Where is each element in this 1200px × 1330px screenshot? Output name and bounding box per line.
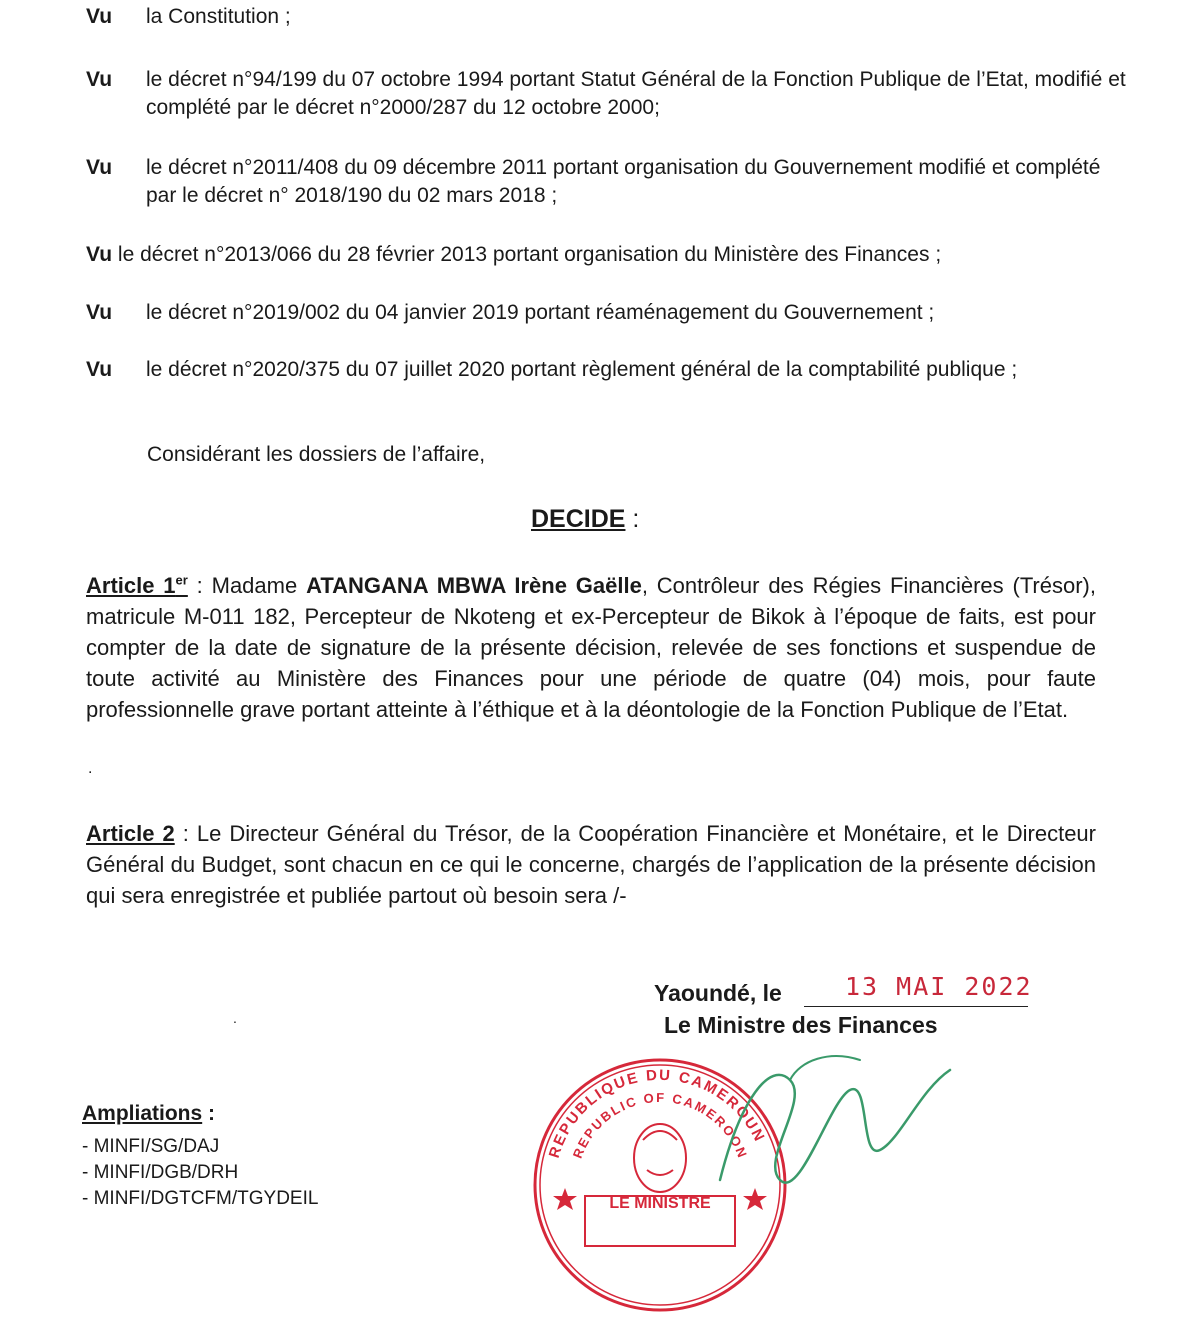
article-colon: : [187, 573, 212, 598]
ampliations-colon: : [202, 1102, 216, 1125]
decide-colon: : [625, 505, 640, 533]
vu-text: le décret n°2019/002 du 04 janvier 2019 portant réaménagement du Gouvernement ; [146, 301, 935, 324]
decide-heading [531, 505, 639, 534]
article-2 [86, 818, 1096, 911]
list-item: - MINFI/DGTCFM/TGYDEIL [82, 1188, 319, 1209]
article-1 [86, 570, 1096, 725]
seal-outer-text: REPUBLIQUE DU CAMEROUN [545, 1066, 769, 1161]
article-sup: er [175, 572, 188, 588]
date-stamp: 13 MAI 2022 [845, 972, 1033, 1001]
person-name: ATANGANA MBWA Irène Gaëlle [306, 573, 642, 598]
signature-place: Yaoundé, le [654, 980, 782, 1006]
article-text: Le Directeur Général du Trésor, de la Coopération Financière et Monétaire, et le Directeur Général du Budget, sont chacun en ce qui le concerne, chargés de l’application de la présente décision qui sera enregistrée et publiée partout où besoin sera /- [86, 821, 1096, 908]
date-line [804, 1006, 1028, 1007]
vu-text: le décret n°2011/408 du 09 décembre 2011 portant organisation du Gouvernement modifié et complété par le décret n° 2018/190 du 02 mars 2018 ; [146, 156, 1101, 207]
article-label: Article 2 [86, 821, 175, 846]
vu-text: le décret n°94/199 du 07 octobre 1994 portant Statut Général de la Fonction Publique de l’Etat, modifié et complété par le décret n°2000/287 du 12 octobre 2000; [146, 68, 1126, 119]
stray-mark: . [233, 1010, 237, 1026]
vu-label: Vu [86, 156, 113, 179]
article-colon: : [174, 821, 197, 846]
article-intro: Madame [211, 573, 307, 598]
vu-text: le décret n°2020/375 du 07 juillet 2020 portant règlement général de la comptabilité publique ; [146, 358, 1018, 381]
vu-label: Vu [86, 358, 113, 381]
signatory-title: Le Ministre des Finances [664, 1012, 938, 1038]
vu-text: la Constitution ; [146, 5, 291, 28]
ampliations-heading [82, 1102, 215, 1126]
article-text: , Contrôleur des Régies Financières (Trésor), matricule M-011 182, Percepteur de Nkoteng et ex-Percepteur de Bikok à l’époque de faits, est pour compter de la date de signature de la présente décision, relevée de ses fonctions et suspendue de toute activité au Ministère des Finances pour une période de quatre (04) mois, pour faute professionnelle grave portant atteinte à l’éthique et à la déontologie de la Fonction Publique de l’Etat. [86, 573, 1096, 722]
considering-line: Considérant les dossiers de l’affaire, [147, 443, 486, 466]
vu-clause [86, 241, 1126, 269]
seal-emblem-icon [634, 1124, 686, 1192]
seal-inner-text: REPUBLIC OF CAMEROON [569, 1089, 751, 1162]
seal-bottom-text: LE MINISTRE [609, 1195, 711, 1212]
ampliations-label: Ampliations [82, 1102, 203, 1125]
vu-label: Vu [86, 243, 113, 266]
stray-mark: . [88, 760, 93, 777]
handwritten-signature [700, 1040, 960, 1200]
decide-label: DECIDE [531, 505, 626, 533]
vu-label: Vu [86, 301, 113, 324]
ampliations-list [82, 1134, 318, 1212]
article-label: Article 1er [86, 572, 188, 598]
vu-label: Vu [86, 5, 113, 28]
vu-text: le décret n°2013/066 du 28 février 2013 portant organisation du Ministère des Finances ; [117, 243, 942, 266]
vu-label: Vu [86, 68, 113, 91]
list-item: - MINFI/DGB/DRH [82, 1162, 239, 1183]
list-item: - MINFI/SG/DAJ [82, 1136, 220, 1157]
